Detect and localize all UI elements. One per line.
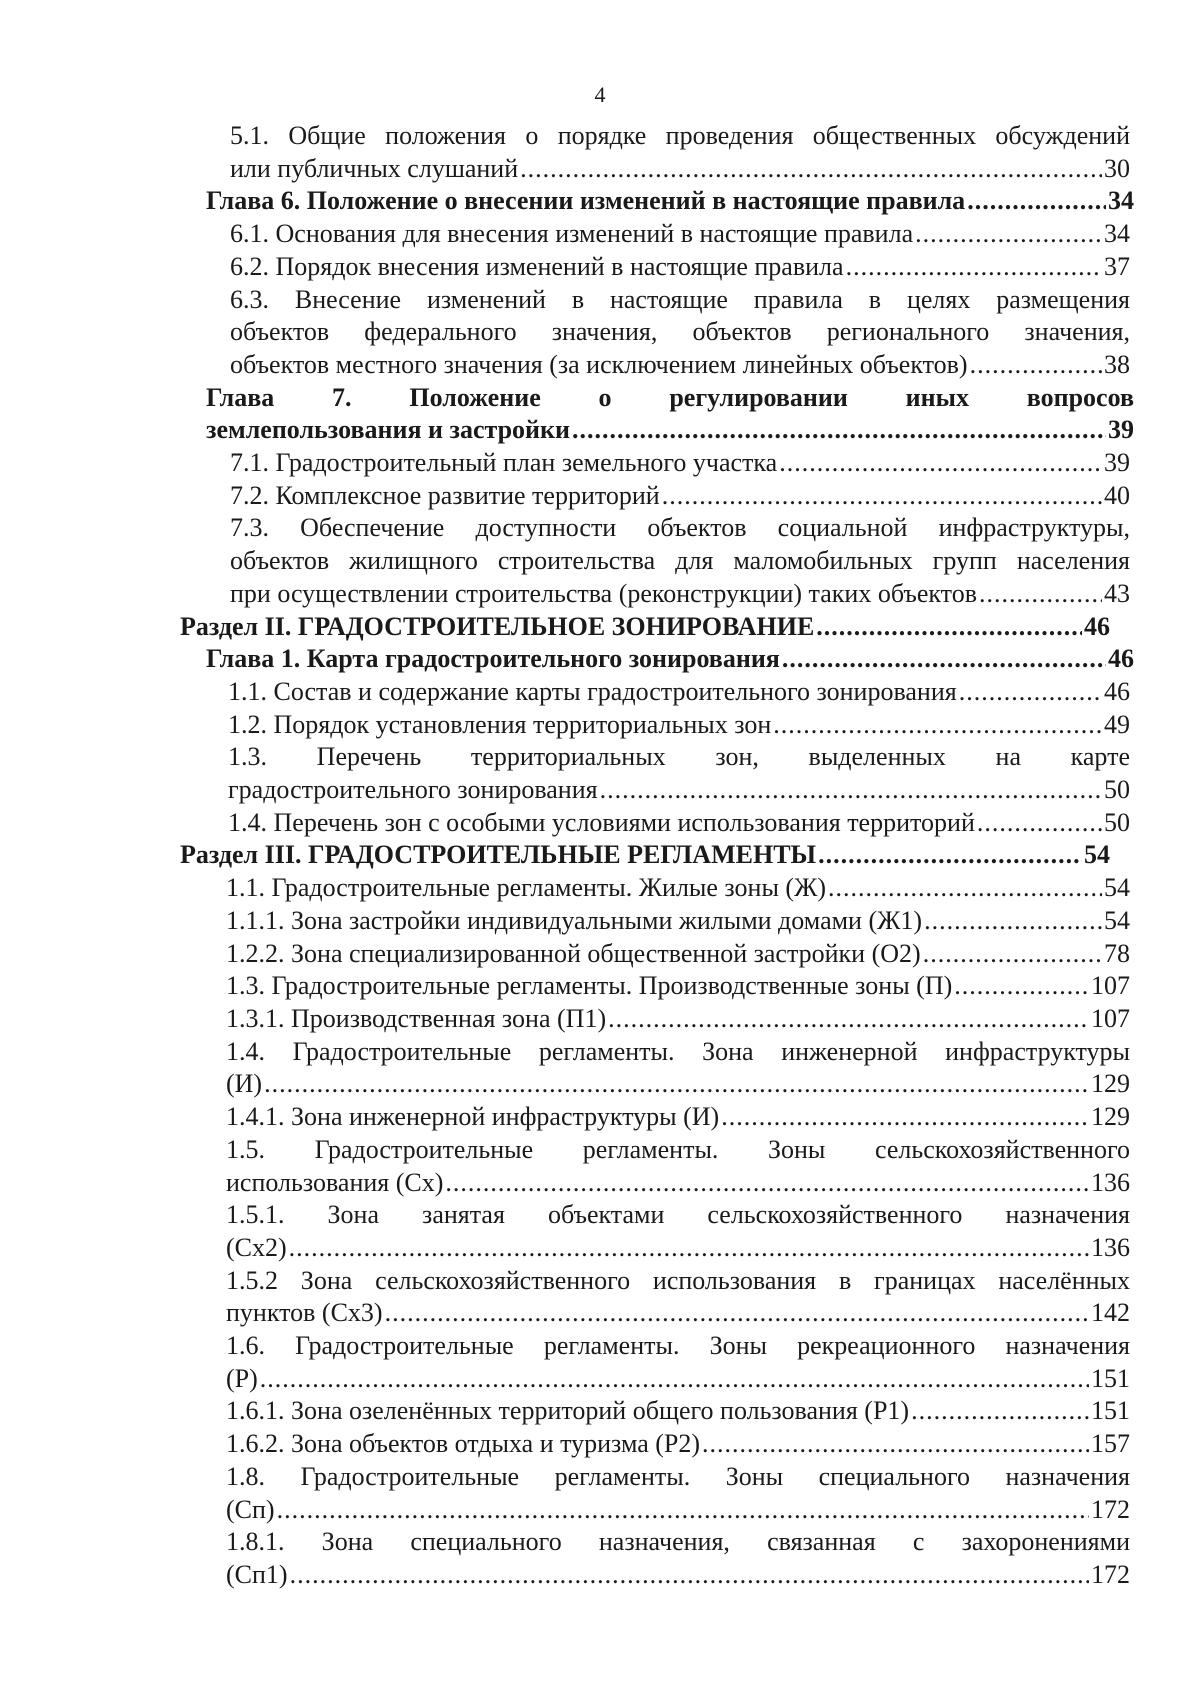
toc-entry — [226, 1003, 1130, 1036]
toc-entry-title: градостроительного зонирования — [228, 775, 598, 805]
toc-entry — [206, 382, 1134, 447]
toc-entry-title: 7.1. Градостроительный план земельного участка — [230, 448, 778, 478]
toc-entry — [206, 643, 1134, 676]
toc-entry-title: 1.1.1. Зона застройки индивидуальными жилыми домами (Ж1) — [226, 905, 923, 935]
toc-page-number: 142 — [1091, 1298, 1130, 1328]
toc-leader-dots — [977, 807, 1102, 840]
toc-entry — [226, 970, 1130, 1003]
toc-entry-title: Раздел III. ГРАДОСТРОИТЕЛЬНЫЕ РЕГЛАМЕНТЫ — [180, 840, 817, 870]
toc-entry-line: объектов федерального значения, объектов регионального значения, — [230, 317, 1130, 347]
toc-entry-title: (Сп1) — [226, 1559, 288, 1589]
toc-page-number: 157 — [1091, 1429, 1130, 1459]
toc-entry-line: 1.8.1. Зона специального назначения, связанная с захоронениями — [226, 1527, 1130, 1557]
toc-entry — [228, 709, 1130, 742]
toc-leader-dots — [385, 1297, 1089, 1330]
toc-entry-title: 7.2. Комплексное развитие территорий — [230, 480, 660, 510]
toc-leader-dots — [911, 1395, 1089, 1428]
toc-entry-line: 5.1. Общие положения о порядке проведения общественных обсуждений — [230, 121, 1130, 150]
toc-entry-last-line — [228, 676, 1130, 709]
toc-entry-title: использования (Сх) — [226, 1167, 444, 1197]
toc-page-number: 151 — [1091, 1396, 1130, 1426]
toc-page-number: 46 — [1108, 644, 1134, 674]
toc-page-number: 37 — [1104, 251, 1130, 281]
toc-entry-last-line — [226, 1068, 1130, 1101]
toc-entry-line: 1.5. Градостроительные регламенты. Зоны сельскохозяйственного — [226, 1134, 1130, 1164]
toc-leader-dots — [915, 218, 1102, 251]
toc-page-number: 30 — [1104, 153, 1130, 183]
toc-entry-last-line — [226, 1167, 1130, 1200]
toc-entry-title: 1.4.1. Зона инженерной инфраструктуры (И) — [226, 1102, 720, 1132]
toc-entry-title: 1.3.1. Производственная зона (П1) — [226, 1003, 607, 1033]
toc-page-number: 151 — [1091, 1363, 1130, 1393]
toc-entry-last-line — [230, 153, 1130, 186]
toc-page-number: 50 — [1104, 775, 1130, 805]
toc-entry-title: 6.1. Основания для внесения изменений в настоящие правила — [230, 219, 914, 249]
toc-entry — [230, 512, 1130, 610]
toc-leader-dots — [773, 709, 1102, 742]
toc-entry-last-line — [226, 970, 1130, 1003]
toc-entry-title: (Р) — [226, 1363, 258, 1393]
toc-entry-last-line — [230, 480, 1130, 513]
toc-leader-dots — [923, 938, 1102, 971]
toc-leader-dots — [924, 905, 1102, 938]
toc-entry-title: 1.4. Перечень зон с особыми условиями использования территорий — [228, 807, 975, 837]
toc-entry-last-line — [226, 938, 1130, 971]
toc-entry-line: объектов жилищного строительства для маломобильных групп населения — [230, 546, 1130, 576]
toc-page-number: 46 — [1084, 611, 1110, 641]
toc-entry-last-line — [230, 218, 1130, 251]
toc-entry — [226, 1428, 1130, 1461]
toc-leader-dots — [967, 185, 1106, 218]
toc-entry — [228, 807, 1130, 840]
toc-entry — [226, 1526, 1130, 1591]
toc-entry — [226, 872, 1130, 905]
toc-entry-line: 1.8. Градостроительные регламенты. Зоны специального назначения — [226, 1461, 1130, 1491]
toc-entry-title: 1.6.2. Зона объектов отдыха и туризма (Р2) — [226, 1429, 701, 1459]
toc-leader-dots — [828, 872, 1102, 905]
toc-page-number: 129 — [1091, 1102, 1130, 1132]
toc-entry — [230, 120, 1130, 185]
toc-page-number: 38 — [1104, 349, 1130, 379]
toc-entry-last-line — [226, 1363, 1130, 1396]
toc-page-number: 46 — [1104, 676, 1130, 706]
toc-page-number: 43 — [1104, 578, 1130, 608]
toc-entry-last-line — [230, 578, 1130, 611]
toc-leader-dots — [264, 1068, 1089, 1101]
toc-entry-last-line — [180, 611, 1110, 644]
toc-leader-dots — [572, 414, 1106, 447]
toc-entry-title: пунктов (Сх3) — [226, 1298, 383, 1328]
toc-entry — [230, 447, 1130, 480]
toc-entry-last-line — [226, 1559, 1130, 1592]
toc-page-number: 54 — [1104, 905, 1130, 935]
toc-leader-dots — [959, 676, 1102, 709]
toc-entry-line: 1.5.2 Зона сельскохозяйственного использования в границах населённых — [226, 1265, 1130, 1295]
toc-entry-title: землепользования и застройки — [206, 415, 570, 445]
toc-entry — [230, 218, 1130, 251]
toc-page-number: 50 — [1104, 807, 1130, 837]
toc-entry-line: 1.6. Градостроительные регламенты. Зоны рекреационного назначения — [226, 1331, 1130, 1361]
toc-page-number: 34 — [1108, 186, 1134, 216]
toc-entry-last-line — [226, 872, 1130, 905]
toc-entry — [226, 1330, 1130, 1395]
toc-leader-dots — [445, 1167, 1089, 1200]
toc-entry-line: Глава 7. Положение о регулировании иных вопросов — [206, 382, 1134, 412]
toc-leader-dots — [608, 1003, 1089, 1036]
toc-leader-dots — [260, 1363, 1089, 1396]
toc-entry — [226, 938, 1130, 971]
toc-page-number: 78 — [1104, 938, 1130, 968]
toc-entry — [230, 480, 1130, 513]
toc-leader-dots — [818, 839, 1082, 872]
toc-page-number: 172 — [1091, 1559, 1130, 1589]
toc-entry-line: 6.3. Внесение изменений в настоящие правила в целях размещения — [230, 284, 1130, 314]
toc-leader-dots — [290, 1559, 1089, 1592]
toc-entry-last-line — [228, 774, 1130, 807]
toc-entry-last-line — [206, 643, 1134, 676]
toc-page-number: 54 — [1104, 873, 1130, 903]
toc-entry-title: (Сх2) — [226, 1232, 287, 1262]
toc-entry-title: Глава 1. Карта градостроительного зонирования — [206, 644, 780, 674]
toc-entry — [226, 1101, 1130, 1134]
toc-page-number: 129 — [1091, 1069, 1130, 1099]
toc-entry-last-line — [230, 447, 1130, 480]
toc-leader-dots — [662, 480, 1102, 513]
toc-entry-last-line — [226, 1395, 1130, 1428]
toc-entry-last-line — [226, 1428, 1130, 1461]
toc-entry-title: 1.1. Градостроительные регламенты. Жилые зоны (Ж) — [226, 873, 827, 903]
toc-page-number: 39 — [1108, 415, 1134, 445]
toc-entry-last-line — [226, 1232, 1130, 1265]
toc-leader-dots — [520, 153, 1102, 186]
toc-page-number: 49 — [1104, 709, 1130, 739]
toc-entry — [180, 839, 1110, 872]
toc-entry-title: объектов местного значения (за исключением линейных объектов) — [230, 349, 968, 379]
toc-entry-last-line — [226, 1101, 1130, 1134]
toc-leader-dots — [289, 1232, 1089, 1265]
toc-entry-title: 1.6.1. Зона озеленённых территорий общего пользования (Р1) — [226, 1396, 910, 1426]
toc-page-number: 136 — [1091, 1232, 1130, 1262]
toc-leader-dots — [702, 1428, 1089, 1461]
toc-leader-dots — [600, 774, 1102, 807]
toc-page-number: 136 — [1091, 1167, 1130, 1197]
toc-entry-last-line — [206, 414, 1134, 447]
toc-entry — [226, 905, 1130, 938]
toc-leader-dots — [846, 251, 1102, 284]
toc-entry — [230, 251, 1130, 284]
toc-entry — [228, 741, 1130, 806]
toc-page-number: 39 — [1104, 448, 1130, 478]
toc-page-number: 107 — [1091, 1003, 1130, 1033]
toc-entry-title: 1.2.2. Зона специализированной общественной застройки (О2) — [226, 938, 921, 968]
toc-entry-title: 1.1. Состав и содержание карты градостроительного зонирования — [228, 676, 957, 706]
toc-entry-last-line — [228, 807, 1130, 840]
toc-entry-last-line — [230, 251, 1130, 284]
toc-entry — [230, 284, 1130, 382]
toc-entry-title: Раздел II. ГРАДОСТРОИТЕЛЬНОЕ ЗОНИРОВАНИЕ — [180, 611, 815, 641]
toc-leader-dots — [816, 611, 1082, 644]
toc-leader-dots — [979, 578, 1102, 611]
toc-entry-title: 1.2. Порядок установления территориальных зон — [228, 709, 772, 739]
page-number: 4 — [594, 82, 606, 107]
toc-entry-line: 1.4. Градостроительные регламенты. Зона инженерной инфраструктуры — [226, 1036, 1130, 1066]
toc-entry-last-line — [226, 1003, 1130, 1036]
toc-entry-last-line — [230, 349, 1130, 382]
toc-entry-title: (Сп) — [226, 1494, 275, 1524]
toc-leader-dots — [277, 1494, 1089, 1527]
toc-entry — [226, 1461, 1130, 1526]
toc-entry — [226, 1134, 1130, 1199]
toc-entry — [206, 185, 1134, 218]
toc-page-number: 172 — [1091, 1494, 1130, 1524]
toc-entry-title: Глава 6. Положение о внесении изменений в настоящие правила — [206, 186, 966, 216]
toc-entry-last-line — [206, 185, 1134, 218]
toc-entry-line: 1.5.1. Зона занятая объектами сельскохозяйственного назначения — [226, 1200, 1130, 1230]
toc-leader-dots — [721, 1101, 1089, 1134]
toc-page-number: 54 — [1084, 840, 1110, 870]
toc-page-number: 107 — [1091, 971, 1130, 1001]
toc-entry-title: или публичных слушаний — [230, 153, 519, 183]
toc-entry — [226, 1199, 1130, 1264]
toc-page-number: 34 — [1104, 219, 1130, 249]
toc-leader-dots — [970, 349, 1102, 382]
toc-entry-title: 1.3. Градостроительные регламенты. Производственные зоны (П) — [226, 971, 953, 1001]
toc-entry-line: 7.3. Обеспечение доступности объектов социальной инфраструктуры, — [230, 513, 1130, 543]
toc-entry-title: (И) — [226, 1069, 263, 1099]
toc-entry-title: при осуществлении строительства (реконструкции) таких объектов — [230, 578, 977, 608]
toc-leader-dots — [954, 970, 1089, 1003]
toc-entry-last-line — [228, 709, 1130, 742]
toc-leader-dots — [779, 447, 1102, 480]
table-of-contents — [0, 120, 1200, 1592]
toc-entry-last-line — [226, 1297, 1130, 1330]
toc-entry — [180, 611, 1110, 644]
toc-entry — [228, 676, 1130, 709]
toc-entry-title: 6.2. Порядок внесения изменений в настоящие правила — [230, 251, 844, 281]
toc-leader-dots — [782, 643, 1106, 676]
toc-page-number: 40 — [1104, 480, 1130, 510]
toc-entry — [226, 1036, 1130, 1101]
toc-entry-line: 1.3. Перечень территориальных зон, выделенных на карте — [228, 742, 1130, 772]
toc-entry — [226, 1395, 1130, 1428]
toc-entry-last-line — [226, 905, 1130, 938]
toc-entry-last-line — [180, 839, 1110, 872]
toc-entry-last-line — [226, 1494, 1130, 1527]
toc-entry — [226, 1265, 1130, 1330]
